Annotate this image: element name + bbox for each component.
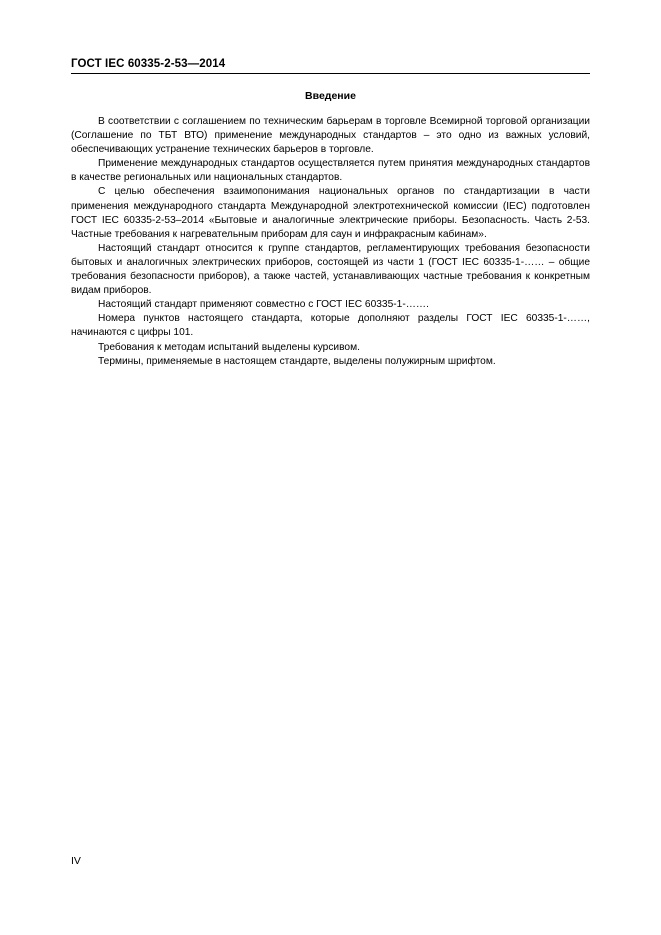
paragraph-6: Номера пунктов настоящего стандарта, которые дополняют разделы ГОСТ IEC 60335-1-……, начинаются с цифры 101. <box>71 313 590 339</box>
paragraph-8: Термины, применяемые в настоящем стандарте, выделены полужирным шрифтом. <box>98 355 496 367</box>
paragraph-3: С целью обеспечения взаимопонимания национальных органов по стандартизации в части применения международного стандарта Международной электротехнической комиссии (IEC) подготовлен ГОСТ IEC 60335-2-53–2014 «Бытовые и аналогичные электрические приборы. Безопасность. Часть 2-53. Частные требования к нагревательным приборам для саун и инфракрасным кабинам». <box>71 186 590 240</box>
paragraph-2: Применение международных стандартов осуществляется путем принятия международных стандартов в качестве региональных или национальных стандартов. <box>71 158 590 184</box>
introduction-heading: Введение <box>305 90 356 102</box>
header-divider <box>71 73 590 74</box>
page-number: IV <box>71 855 81 867</box>
paragraph-7: Требования к методам испытаний выделены курсивом. <box>98 341 360 353</box>
paragraph-5: Настоящий стандарт применяют совместно с ГОСТ IEC 60335-1-……. <box>98 299 429 311</box>
paragraph-1: В соответствии с соглашением по техническим барьерам в торговле Всемирной торговой организации (Соглашение по ТБТ ВТО) применение международных стандартов – это одно из важных условий, обеспечивающих устранение технических барьеров в торговле. <box>71 116 590 156</box>
standard-designation: ГОСТ IEC 60335-2-53—2014 <box>71 58 226 70</box>
document-body <box>71 86 590 369</box>
page-header <box>71 58 591 74</box>
paragraph-4: Настоящий стандарт относится к группе стандартов, регламентирующих требования безопасности бытовых и аналогичных электрических приборов, состоящей из части 1 (ГОСТ IEC 60335-1-…… – общие требования безопасности приборов), а также частей, устанавливающих частные требования к конкретным видам приборов. <box>71 242 590 297</box>
